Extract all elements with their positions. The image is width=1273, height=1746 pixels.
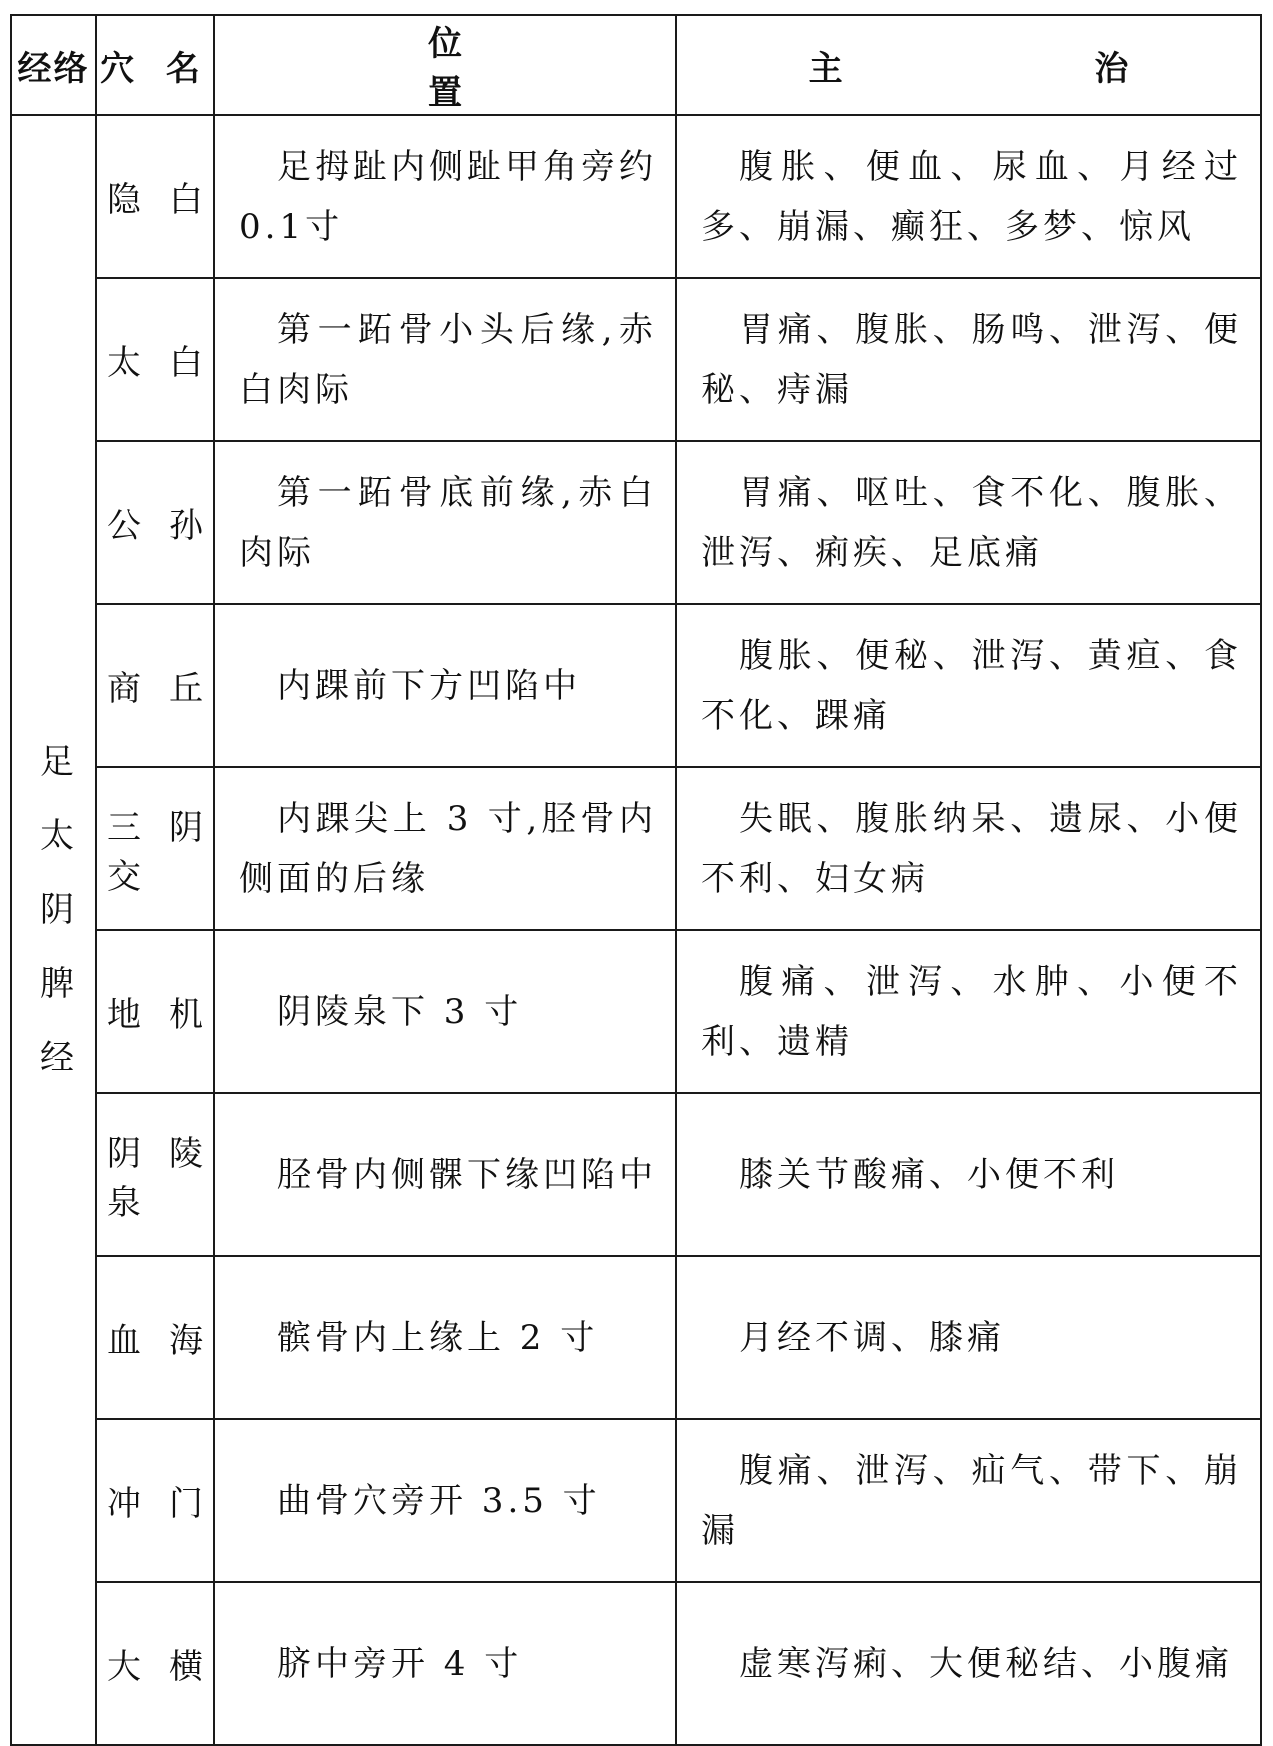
table-row bbox=[11, 767, 1261, 930]
indication-cell bbox=[676, 930, 1261, 1093]
location-cell bbox=[214, 1093, 676, 1256]
location-cell bbox=[214, 1256, 676, 1419]
header-meridian: 经络 bbox=[11, 15, 96, 115]
location-text: 内踝尖上 3 寸,胫骨内侧面的后缘 bbox=[239, 798, 657, 899]
table-row bbox=[11, 1093, 1261, 1256]
table-row bbox=[11, 1419, 1261, 1582]
point-name-cell bbox=[96, 441, 214, 604]
point-name: 血海 bbox=[107, 1321, 203, 1361]
location-cell bbox=[214, 604, 676, 767]
location-cell bbox=[214, 1582, 676, 1745]
indication-cell bbox=[676, 1093, 1261, 1256]
header-indication: 主 治 bbox=[676, 15, 1261, 115]
location-text: 胫骨内侧髁下缘凹陷中 bbox=[277, 1154, 657, 1195]
location-cell bbox=[214, 115, 676, 278]
location-text: 脐中旁开 4 寸 bbox=[277, 1643, 523, 1684]
indication-text: 腹胀、便血、尿血、月经过多、崩漏、癫狂、多梦、惊风 bbox=[701, 146, 1242, 247]
indication-cell bbox=[676, 278, 1261, 441]
point-name: 地机 bbox=[107, 995, 203, 1035]
indication-text: 腹胀、便秘、泄泻、黄疸、食不化、踝痛 bbox=[701, 635, 1242, 736]
indication-text: 虚寒泻痢、大便秘结、小腹痛 bbox=[739, 1643, 1233, 1684]
meridian-cell bbox=[11, 115, 96, 1745]
indication-text: 腹痛、泄泻、水肿、小便不利、遗精 bbox=[701, 961, 1242, 1062]
location-cell bbox=[214, 1419, 676, 1582]
indication-text: 月经不调、膝痛 bbox=[739, 1317, 1005, 1358]
point-name-cell bbox=[96, 930, 214, 1093]
indication-cell bbox=[676, 767, 1261, 930]
point-name-cell bbox=[96, 767, 214, 930]
indication-text: 腹痛、泄泻、疝气、带下、崩漏 bbox=[701, 1450, 1242, 1551]
location-text: 曲骨穴旁开 3.5 寸 bbox=[277, 1480, 601, 1521]
table-row bbox=[11, 441, 1261, 604]
point-name: 商丘 bbox=[107, 669, 203, 709]
location-cell bbox=[214, 930, 676, 1093]
point-name: 大横 bbox=[107, 1647, 203, 1687]
location-text: 第一跖骨小头后缘,赤白肉际 bbox=[239, 309, 657, 410]
header-row bbox=[11, 15, 1261, 115]
point-name-cell bbox=[96, 604, 214, 767]
point-name: 冲门 bbox=[107, 1484, 203, 1524]
indication-text: 胃痛、腹胀、肠鸣、泄泻、便秘、痔漏 bbox=[701, 309, 1242, 410]
table-row bbox=[11, 1582, 1261, 1745]
acupoint-table bbox=[10, 14, 1262, 1746]
indication-cell bbox=[676, 1419, 1261, 1582]
location-text: 第一跖骨底前缘,赤白肉际 bbox=[239, 472, 657, 573]
point-name-cell bbox=[96, 278, 214, 441]
point-name-cell bbox=[96, 1093, 214, 1256]
table-row bbox=[11, 604, 1261, 767]
table-row bbox=[11, 115, 1261, 278]
location-cell bbox=[214, 441, 676, 604]
indication-cell bbox=[676, 1582, 1261, 1745]
meridian-name: 足太阴脾经 bbox=[33, 743, 74, 1113]
point-name-cell bbox=[96, 1419, 214, 1582]
header-location: 位 置 bbox=[214, 15, 676, 115]
location-text: 足拇趾内侧趾甲角旁约0.1寸 bbox=[239, 146, 657, 247]
indication-cell bbox=[676, 115, 1261, 278]
point-name-cell bbox=[96, 1256, 214, 1419]
point-name: 隐白 bbox=[107, 180, 203, 220]
indication-cell bbox=[676, 604, 1261, 767]
location-text: 髌骨内上缘上 2 寸 bbox=[277, 1317, 599, 1358]
point-name: 太白 bbox=[107, 343, 203, 383]
location-cell bbox=[214, 767, 676, 930]
location-cell bbox=[214, 278, 676, 441]
table-body bbox=[11, 115, 1261, 1745]
indication-text: 胃痛、呕吐、食不化、腹胀、泄泻、痢疾、足底痛 bbox=[701, 472, 1242, 573]
location-text: 内踝前下方凹陷中 bbox=[277, 665, 581, 706]
table-row bbox=[11, 278, 1261, 441]
indication-text: 失眠、腹胀纳呆、遗尿、小便不利、妇女病 bbox=[701, 798, 1242, 899]
table-row bbox=[11, 930, 1261, 1093]
header-point-name: 穴 名 bbox=[96, 15, 214, 115]
table-row bbox=[11, 1256, 1261, 1419]
point-name: 阴陵泉 bbox=[107, 1133, 203, 1223]
point-name-cell bbox=[96, 1582, 214, 1745]
point-name: 公孙 bbox=[107, 506, 203, 546]
location-text: 阴陵泉下 3 寸 bbox=[277, 991, 523, 1032]
indication-cell bbox=[676, 441, 1261, 604]
indication-cell bbox=[676, 1256, 1261, 1419]
indication-text: 膝关节酸痛、小便不利 bbox=[739, 1154, 1119, 1195]
point-name-cell bbox=[96, 115, 214, 278]
point-name: 三阴交 bbox=[107, 807, 203, 897]
